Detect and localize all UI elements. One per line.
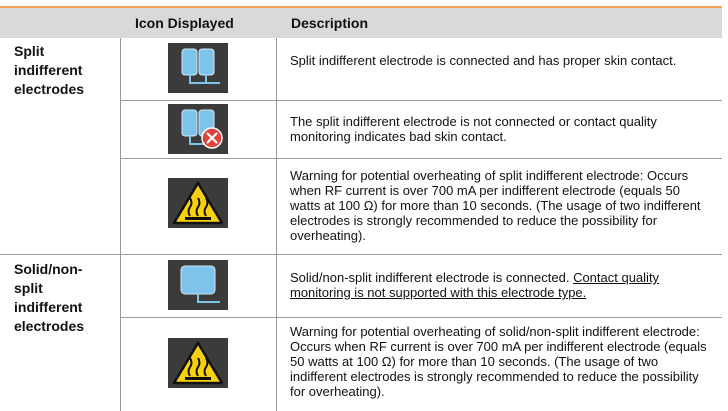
group-label-solid (14, 260, 84, 336)
group-label-line: indifferent (14, 62, 83, 78)
row-divider (120, 158, 722, 159)
group-label-line: Split (14, 43, 45, 59)
description-cell: The split indifferent electrode is not connected or contact quality monitoring indicates bad skin contact. (290, 114, 657, 144)
table-header (0, 8, 722, 38)
group-label-line: indifferent (14, 299, 83, 315)
split-electrode-connected-icon (168, 43, 228, 93)
row-divider (120, 317, 722, 318)
description-underlined-text: Contact quality monitoring is not supported with this electrode type. (290, 270, 660, 300)
group-label-line: split (14, 280, 43, 296)
solid-electrode-connected-icon (168, 260, 228, 310)
description-cell: Split indifferent electrode is connected and has proper skin contact. (290, 53, 677, 68)
group-label-line: electrodes (14, 81, 85, 97)
description-cell (290, 270, 710, 300)
column-header-icon: Icon Displayed (135, 15, 234, 31)
column-header-description: Description (291, 15, 369, 31)
row-divider (120, 100, 722, 101)
group-label-line: Solid/non- (14, 261, 83, 277)
split-electrode-error-icon (168, 104, 228, 154)
group-label-split (14, 42, 84, 99)
group-label-line: electrodes (14, 318, 85, 334)
column-divider (276, 38, 277, 411)
overheating-warning-icon (168, 178, 228, 228)
description-text: Solid/non-split indifferent electrode is connected. (290, 270, 570, 285)
description-cell: Warning for potential overheating of solid/non-split indifferent electrode: Occurs when RF current is over 700 mA per indifferent electrode (equals 50 watts at 100 Ω) for more than 10 seconds. (The usage of two indifferent electrodes is strongly recommended to reduce the possibility for overheating). (290, 324, 707, 399)
description-cell: Warning for potential overheating of split indifferent electrode: Occurs when RF current is over 700 mA per indifferent electrode (equals 50 watts at 100 Ω) for more than 10 seconds. (The usage of two indifferent electrodes is strongly recommended to reduce the possibility for overheating). (290, 168, 701, 243)
column-divider (120, 38, 121, 411)
group-divider (0, 254, 722, 255)
overheating-warning-icon (168, 338, 228, 388)
